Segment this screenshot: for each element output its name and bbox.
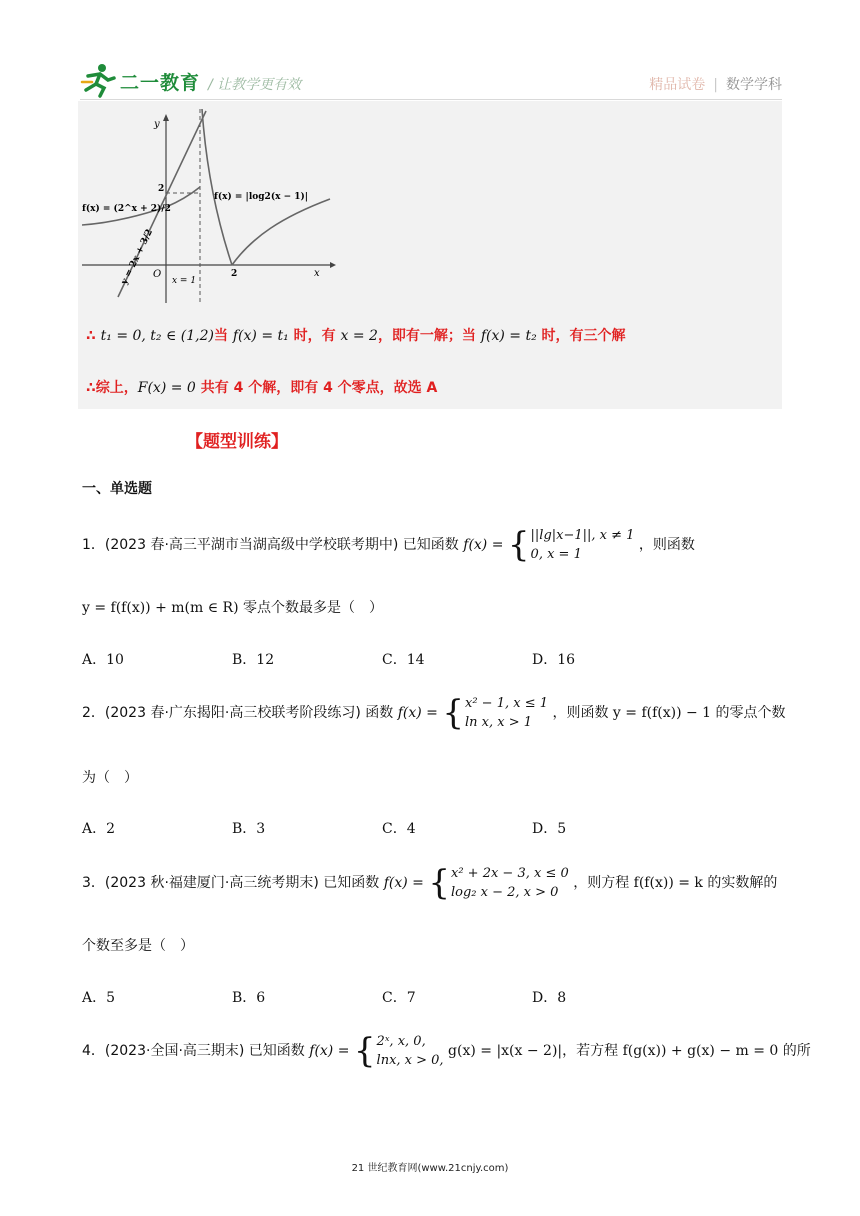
y-tick-2: 2 <box>158 184 165 194</box>
sol1-text-d: ，即有一解；当 <box>377 328 481 344</box>
header-label-premium: 精品试卷 <box>649 77 706 93</box>
solution-line-1 <box>86 325 626 345</box>
logo-text: 二一教育 <box>120 72 201 94</box>
question-1-option-d[interactable]: D．16 <box>532 652 576 668</box>
solution-box <box>78 101 782 409</box>
question-2-source: 2．(2023 春·广东揭阳·高三校联考阶段练习) 函数 <box>82 705 394 721</box>
question-1-option-a[interactable]: A．10 <box>82 652 124 668</box>
question-2-line-1 <box>82 694 786 732</box>
asymptote-label: x = 1 <box>172 276 197 286</box>
sol1-math-a: t₁ = 0, t₂ ∈ (1,2) <box>100 328 214 344</box>
page-header <box>80 62 782 98</box>
x-tick-2: 2 <box>231 269 238 279</box>
question-3-line-2: 个数至多是（ ） <box>82 938 194 954</box>
left-function-label: f(x) = (2^x + 2)/2 <box>82 204 171 214</box>
origin-label: O <box>153 269 162 280</box>
sol1-text-c: 时，有 <box>288 328 341 344</box>
header-subject <box>649 74 782 94</box>
question-3-piecewise: {x² + 2x − 3, x ≤ 0 log₂ x − 2, x > 0 <box>428 863 569 903</box>
sol2-math-a: F(x) = 0 <box>137 380 196 396</box>
question-4-after: g(x) = |x(x − 2)|，若方程 f(g(x)) + g(x) − m = 0 的所 <box>448 1043 811 1059</box>
question-2-case-1: x² − 1, x ≤ 1 <box>465 696 548 711</box>
sol2-text-a: ∴综上， <box>86 380 138 396</box>
sol2-text-b: 共有 4 个解，即有 4 个零点，故选 A <box>195 380 438 396</box>
question-3-line-1 <box>82 864 777 902</box>
question-4-func: f(x) = <box>309 1043 350 1059</box>
question-4-piecewise: {2ˣ, x, 0, lnx, x > 0, <box>353 1031 444 1071</box>
sol1-math-c: x = 2 <box>340 328 378 344</box>
question-2-option-d[interactable]: D．5 <box>532 821 567 837</box>
question-3-func: f(x) = <box>383 875 424 891</box>
question-3-option-c[interactable]: C．7 <box>382 990 416 1006</box>
question-2-line-2: 为（ ） <box>82 770 138 786</box>
log-curve-right <box>232 199 330 265</box>
running-figure-icon <box>80 62 120 98</box>
question-3-option-d[interactable]: D．8 <box>532 990 567 1006</box>
question-1-case-1: ||lg|x−1||, x ≠ 1 <box>530 528 635 543</box>
logo <box>80 62 200 98</box>
sol1-math-d: f(x) = t₂ <box>480 328 537 344</box>
question-3-after: ，则方程 f(f(x)) = k 的实数解的 <box>573 875 778 891</box>
question-2-piecewise: {x² − 1, x ≤ 1 ln x, x > 1 <box>442 693 548 733</box>
question-3-option-b[interactable]: B．6 <box>232 990 266 1006</box>
question-1-after: ，则函数 <box>638 537 695 553</box>
question-1-source: 1．(2023 春·高三平湖市当湖高级中学校联考期中) 已知函数 <box>82 537 459 553</box>
question-1-func: f(x) = <box>463 537 504 553</box>
question-4-source: 4．(2023·全国·高三期末) 已知函数 <box>82 1043 305 1059</box>
question-2-option-b[interactable]: B．3 <box>232 821 266 837</box>
question-4-line-1 <box>82 1032 811 1070</box>
part-title: 一、单选题 <box>82 481 152 497</box>
solution-line-2 <box>86 377 437 397</box>
question-2-after: ，则函数 y = f(f(x)) − 1 的零点个数 <box>552 705 786 721</box>
question-3-case-1: x² + 2x − 3, x ≤ 0 <box>451 866 569 881</box>
sol1-text-e: 时，有三个解 <box>536 328 626 344</box>
header-divider <box>80 99 782 100</box>
sol1-text-b: 当 <box>214 328 233 344</box>
x-axis-label: x <box>314 268 320 279</box>
question-1-case-2: 0, x = 1 <box>530 547 582 562</box>
page-footer: 21 世纪教育网(www.21cnjy.com) <box>351 1163 509 1174</box>
question-3-case-2: log₂ x − 2, x > 0 <box>451 885 559 900</box>
question-1-piecewise: {||lg|x−1||, x ≠ 1 0, x = 1 <box>507 525 635 565</box>
question-4-case-2: lnx, x > 0, <box>376 1053 444 1068</box>
sol1-math-b: f(x) = t₁ <box>232 328 289 344</box>
slogan: / 让教学更有效 <box>208 77 302 93</box>
log-curve-left <box>202 109 232 265</box>
question-4-case-1: 2ˣ, x, 0, <box>376 1034 426 1049</box>
sol1-text-a: ∴ <box>86 328 101 344</box>
question-3-source: 3．(2023 秋·福建厦门·高三统考期末) 已知函数 <box>82 875 380 891</box>
right-function-label: f(x) = |log2(x − 1)| <box>214 192 309 202</box>
question-2-option-c[interactable]: C．4 <box>382 821 416 837</box>
question-1-line-1 <box>82 526 695 564</box>
question-2-option-a[interactable]: A．2 <box>82 821 116 837</box>
function-graph <box>82 107 342 307</box>
header-separator: | <box>713 77 718 93</box>
header-label-subject: 数学学科 <box>726 77 782 93</box>
section-title: 【题型训练】 <box>186 432 288 452</box>
question-3-option-a[interactable]: A．5 <box>82 990 116 1006</box>
question-1-option-c[interactable]: C．14 <box>382 652 425 668</box>
question-2-case-2: ln x, x > 1 <box>465 715 533 730</box>
question-2-func: f(x) = <box>397 705 438 721</box>
line-label: y = 2x + 3/2 <box>119 227 156 287</box>
y-axis-label: y <box>154 119 160 130</box>
question-1-option-b[interactable]: B．12 <box>232 652 275 668</box>
question-1-line-2: y = f(f(x)) + m(m ∈ R) 零点个数最多是（ ） <box>82 600 384 616</box>
